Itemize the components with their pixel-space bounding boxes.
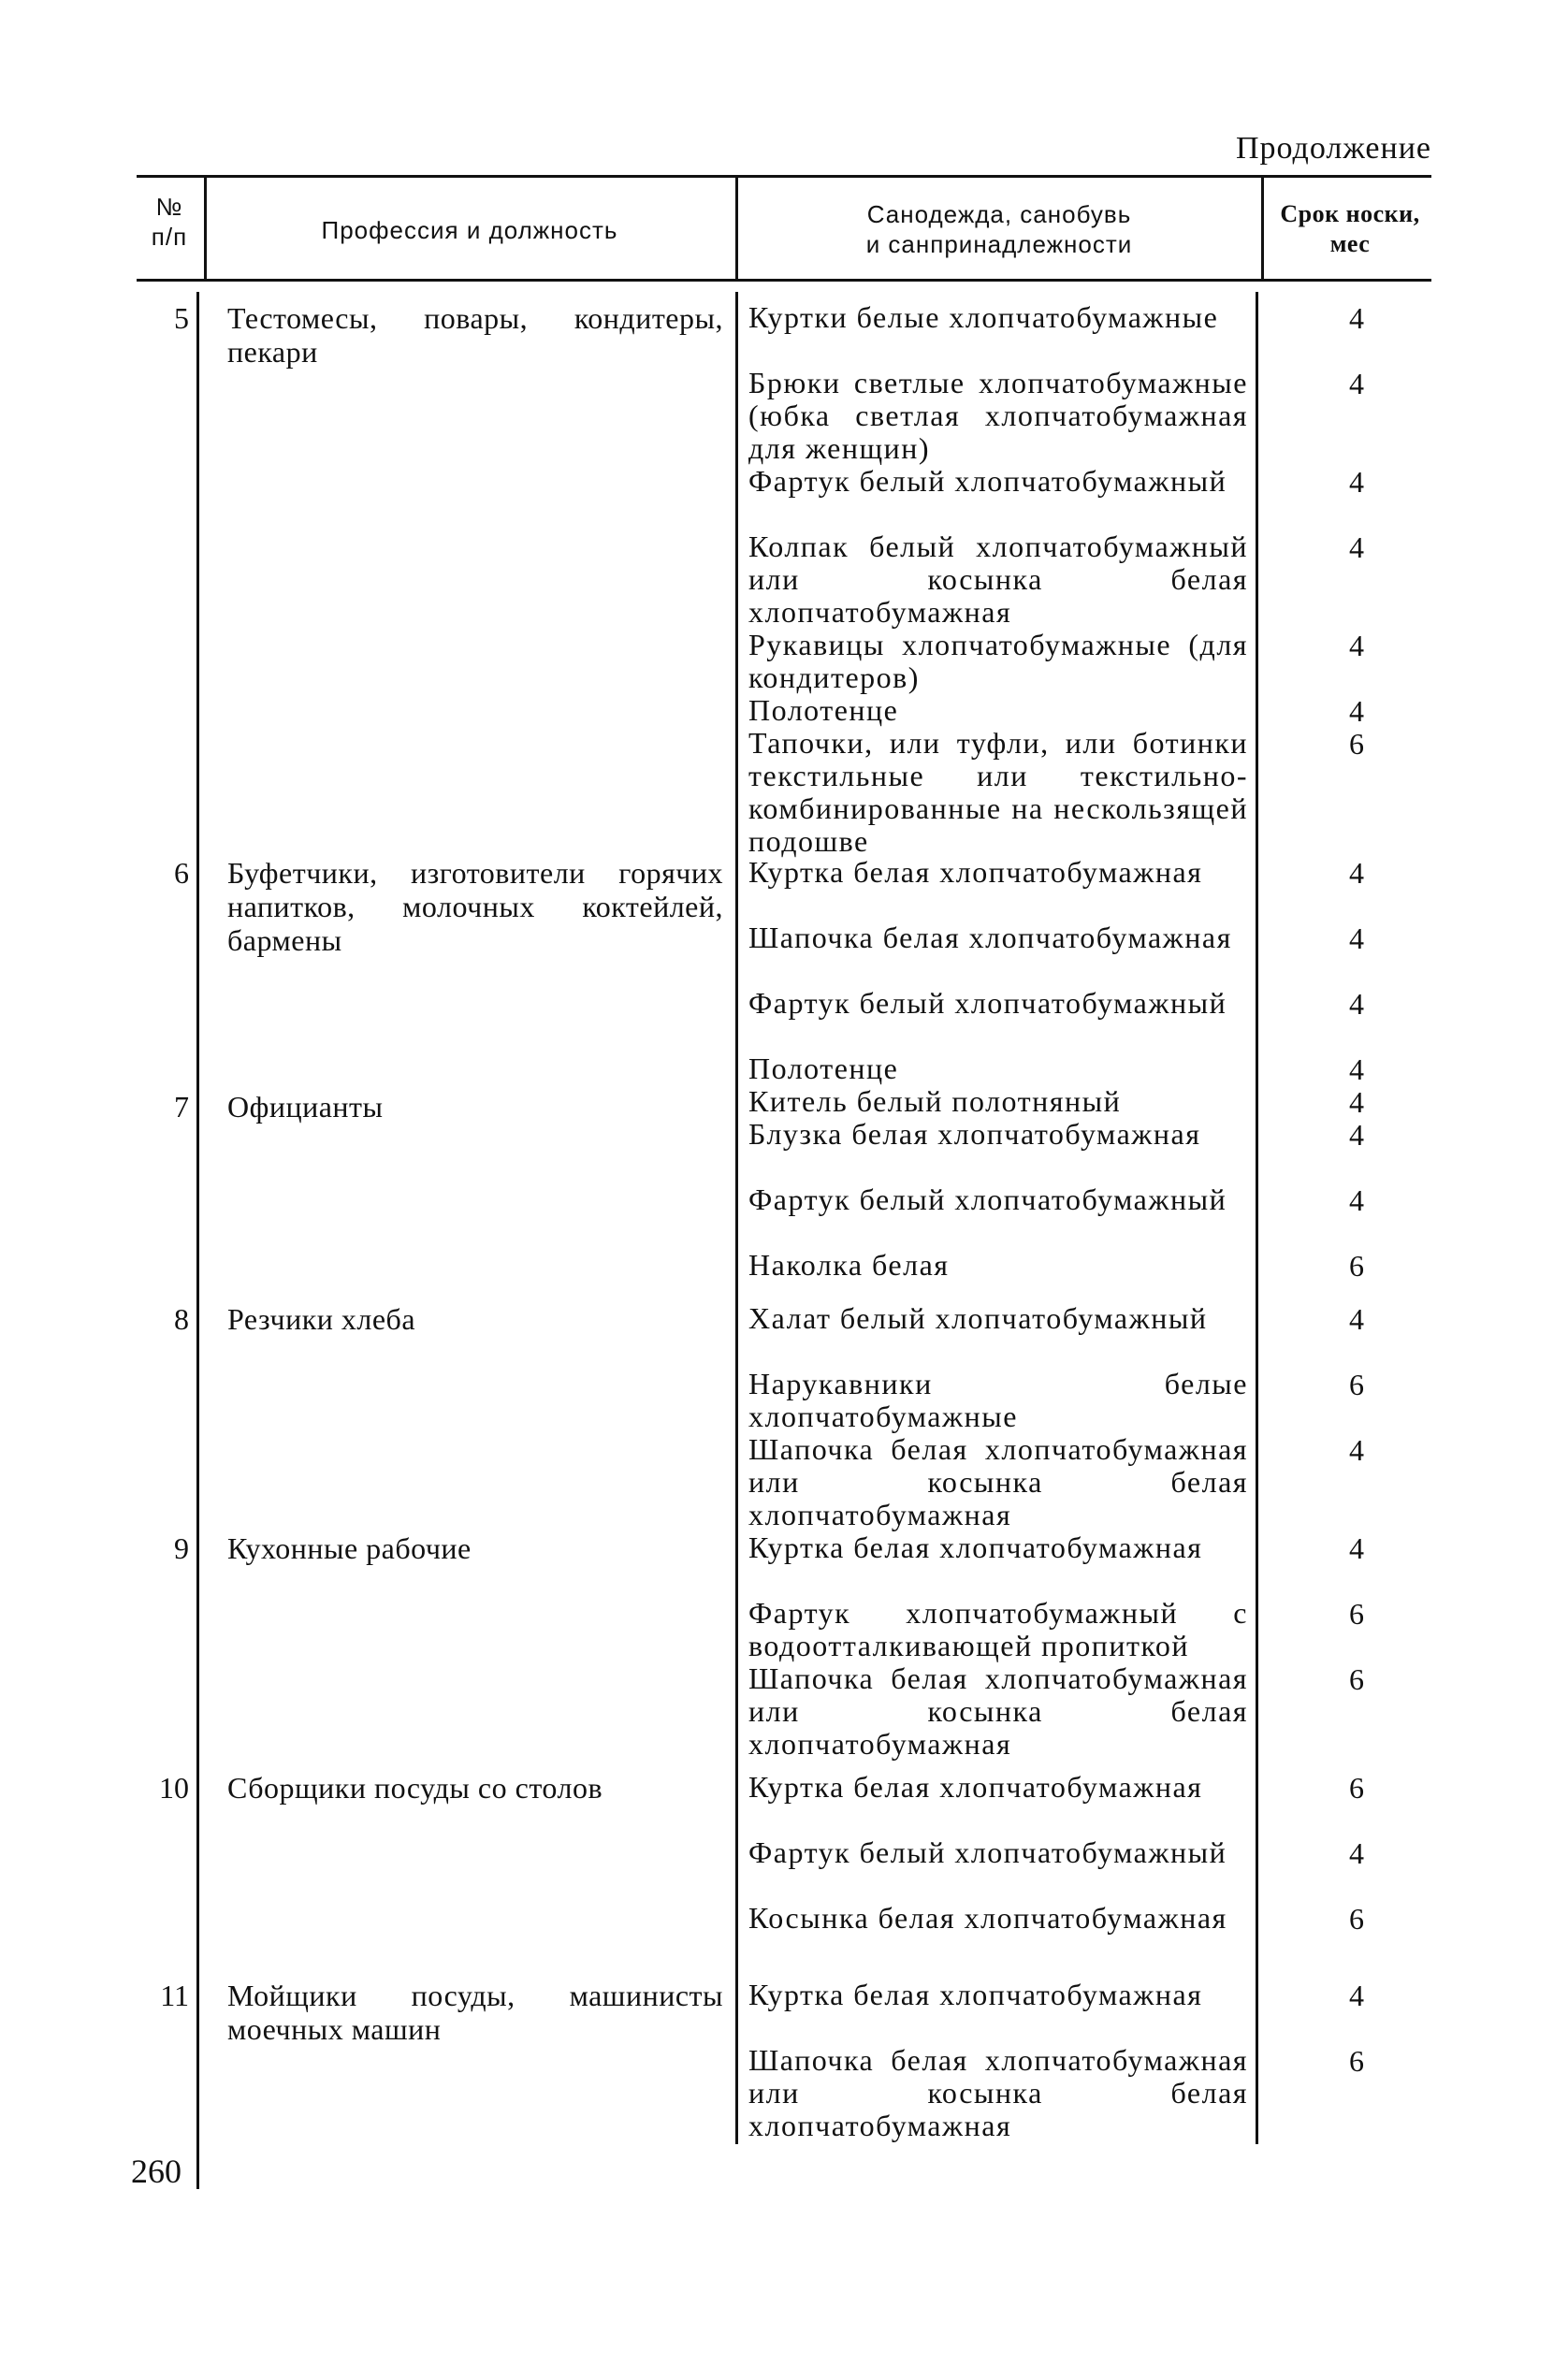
item-term: 4 bbox=[1349, 301, 1364, 335]
header-profession: Профессия и должность bbox=[321, 216, 618, 244]
item-text: Рукавицы хлопчатобумажные (для кондитеров) bbox=[748, 628, 1248, 694]
item-text: Брюки светлые хлопчатобумажные (юбка светлая хлопчатобумажная для женщин) bbox=[748, 366, 1248, 465]
item-text: Шапочка белая хлопчатобумажная или косынка белая хлопчатобумажная bbox=[748, 2043, 1248, 2142]
item-term: 6 bbox=[1349, 1902, 1364, 1936]
item-term: 6 bbox=[1349, 1249, 1364, 1283]
row-profession: Официанты bbox=[227, 1090, 384, 1124]
item-text: Фартук белый хлопчатобумажный bbox=[748, 1835, 1227, 1869]
header-divider-1 bbox=[204, 178, 207, 281]
row-num: 8 bbox=[174, 1302, 189, 1336]
item-term: 4 bbox=[1349, 921, 1364, 955]
item-term: 4 bbox=[1349, 856, 1364, 890]
item-term: 6 bbox=[1349, 1597, 1364, 1631]
item-text: Полотенце bbox=[748, 1051, 899, 1085]
item-text: Фартук белый хлопчатобумажный bbox=[748, 1182, 1227, 1216]
item-term: 4 bbox=[1349, 1836, 1364, 1870]
row-num: 11 bbox=[160, 1979, 189, 2012]
item-text: Куртки белые хлопчатобумажные bbox=[748, 300, 1219, 334]
row-num: 6 bbox=[174, 856, 189, 890]
item-term: 4 bbox=[1349, 694, 1364, 728]
row-num: 5 bbox=[174, 301, 189, 335]
item-term: 4 bbox=[1349, 367, 1364, 400]
item-text: Тапочки, или туфли, или ботинки текстильные или текстильно-комбинированные на нескользящей подошве bbox=[748, 726, 1248, 858]
item-term: 4 bbox=[1349, 987, 1364, 1021]
body-divider-2 bbox=[735, 292, 738, 2144]
item-text: Шапочка белая хлопчатобумажная или косынка белая хлопчатобумажная bbox=[748, 1432, 1248, 1531]
item-term: 4 bbox=[1349, 530, 1364, 564]
body-divider-3 bbox=[1256, 292, 1258, 2144]
item-text: Куртка белая хлопчатобумажная bbox=[748, 1978, 1203, 2011]
item-text: Наколка белая bbox=[748, 1248, 950, 1282]
row-num: 9 bbox=[174, 1531, 189, 1565]
item-term: 6 bbox=[1349, 2044, 1364, 2078]
item-text: Китель белый полотняный bbox=[748, 1084, 1122, 1118]
row-profession: Мойщики посуды, машинисты моечных машин bbox=[227, 1979, 723, 2046]
item-text: Куртка белая хлопчатобумажная bbox=[748, 855, 1203, 889]
row-num: 10 bbox=[159, 1771, 189, 1805]
row-profession: Резчики хлеба bbox=[227, 1302, 416, 1336]
row-profession: Кухонные рабочие bbox=[227, 1531, 472, 1565]
item-text: Шапочка белая хлопчатобумажная или косынка белая хлопчатобумажная bbox=[748, 1661, 1248, 1761]
item-text: Блузка белая хлопчатобумажная bbox=[748, 1117, 1201, 1151]
item-text: Нарукавники белые хлопчатобумажные bbox=[748, 1367, 1248, 1433]
item-text: Полотенце bbox=[748, 693, 899, 727]
item-term: 4 bbox=[1349, 1052, 1364, 1086]
body-divider-1 bbox=[196, 292, 199, 2189]
header-divider-3 bbox=[1261, 178, 1264, 281]
item-term: 6 bbox=[1349, 1771, 1364, 1805]
item-term: 4 bbox=[1349, 629, 1364, 662]
item-text: Куртка белая хлопчатобумажная bbox=[748, 1530, 1203, 1564]
item-text: Косынка белая хлопчатобумажная bbox=[748, 1901, 1227, 1935]
item-term: 6 bbox=[1349, 1662, 1364, 1696]
row-profession: Сборщики посуды со столов bbox=[227, 1771, 603, 1805]
row-num: 7 bbox=[174, 1090, 189, 1124]
header-term: Срок носки, мес bbox=[1280, 200, 1420, 257]
header-items: Санодежда, санобувь и санпринадлежности bbox=[865, 200, 1133, 258]
item-text: Куртка белая хлопчатобумажная bbox=[748, 1770, 1203, 1804]
item-term: 6 bbox=[1349, 727, 1364, 761]
item-text: Фартук хлопчатобумажный с водоотталкивающей пропиткой bbox=[748, 1596, 1248, 1662]
page-number: 260 bbox=[131, 2153, 181, 2190]
item-text: Колпак белый хлопчатобумажный или косынка белая хлопчатобумажная bbox=[748, 529, 1248, 629]
item-text: Шапочка белая хлопчатобумажная bbox=[748, 921, 1232, 954]
item-text: Халат белый хлопчатобумажный bbox=[748, 1301, 1208, 1335]
row-profession: Буфетчики, изготовители горячих напитков, молочных коктейлей, бармены bbox=[227, 856, 723, 957]
item-term: 4 bbox=[1349, 1085, 1364, 1119]
table-header-rule bbox=[137, 279, 1431, 282]
item-term: 6 bbox=[1349, 1368, 1364, 1401]
table-top-rule bbox=[137, 175, 1431, 178]
header-divider-2 bbox=[735, 178, 738, 281]
item-term: 4 bbox=[1349, 465, 1364, 499]
item-term: 4 bbox=[1349, 1302, 1364, 1336]
continuation-label: Продолжение bbox=[1235, 131, 1431, 166]
row-profession: Тестомесы, повары, кондитеры, пекари bbox=[227, 301, 723, 369]
header-num: № п/п bbox=[151, 193, 188, 251]
item-term: 4 bbox=[1349, 1531, 1364, 1565]
item-text: Фартук белый хлопчатобумажный bbox=[748, 986, 1227, 1020]
item-term: 4 bbox=[1349, 1183, 1364, 1217]
item-term: 4 bbox=[1349, 1433, 1364, 1467]
item-term: 4 bbox=[1349, 1979, 1364, 2012]
item-term: 4 bbox=[1349, 1118, 1364, 1152]
item-text: Фартук белый хлопчатобумажный bbox=[748, 464, 1227, 498]
